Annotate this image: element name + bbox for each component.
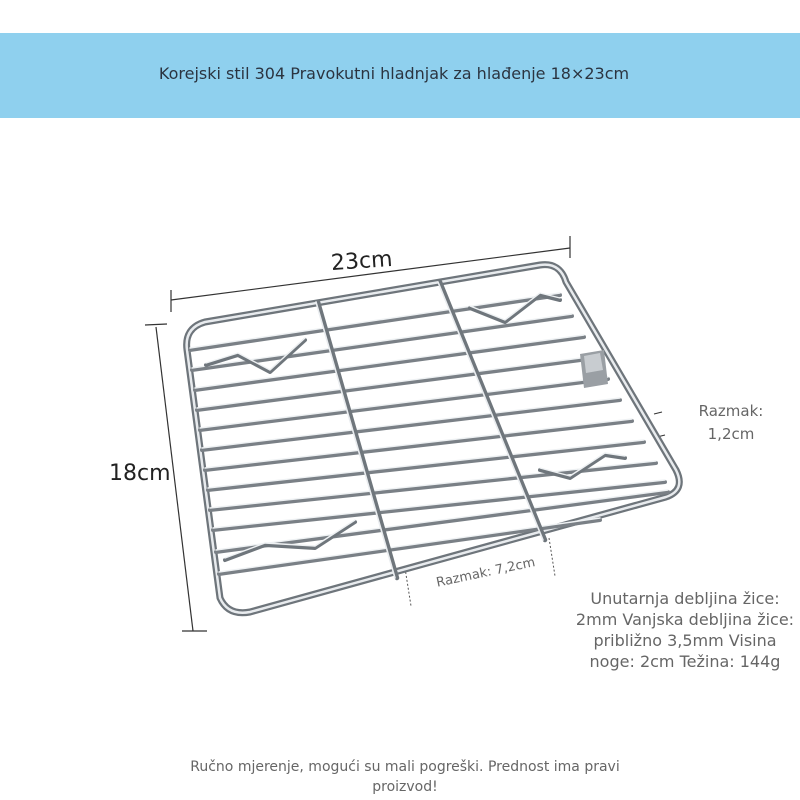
spacing-note-line1: Razmak:	[698, 402, 764, 420]
rack-tag	[580, 350, 608, 388]
height-label: 18cm	[109, 461, 171, 486]
gap-note: Razmak: 7,2cm	[435, 555, 537, 591]
rack-frame	[187, 265, 680, 613]
width-label: 23cm	[330, 246, 394, 277]
spacing-note-line2: 1,2cm	[707, 425, 755, 443]
spec-text: Unutarnja debljina žice: 2mm Vanjska debljina žice: približno 3,5mm Visina noge: 2cm Težina: 144g	[575, 589, 795, 671]
product-title: Korejski stil 304 Pravokutni hladnjak za hlađenje 18×23cm	[158, 64, 630, 83]
disclaimer-note: Ručno mjerenje, mogući su mali pogreški. Prednost ima pravi proizvod!	[190, 759, 620, 795]
spacing-note	[690, 400, 772, 446]
